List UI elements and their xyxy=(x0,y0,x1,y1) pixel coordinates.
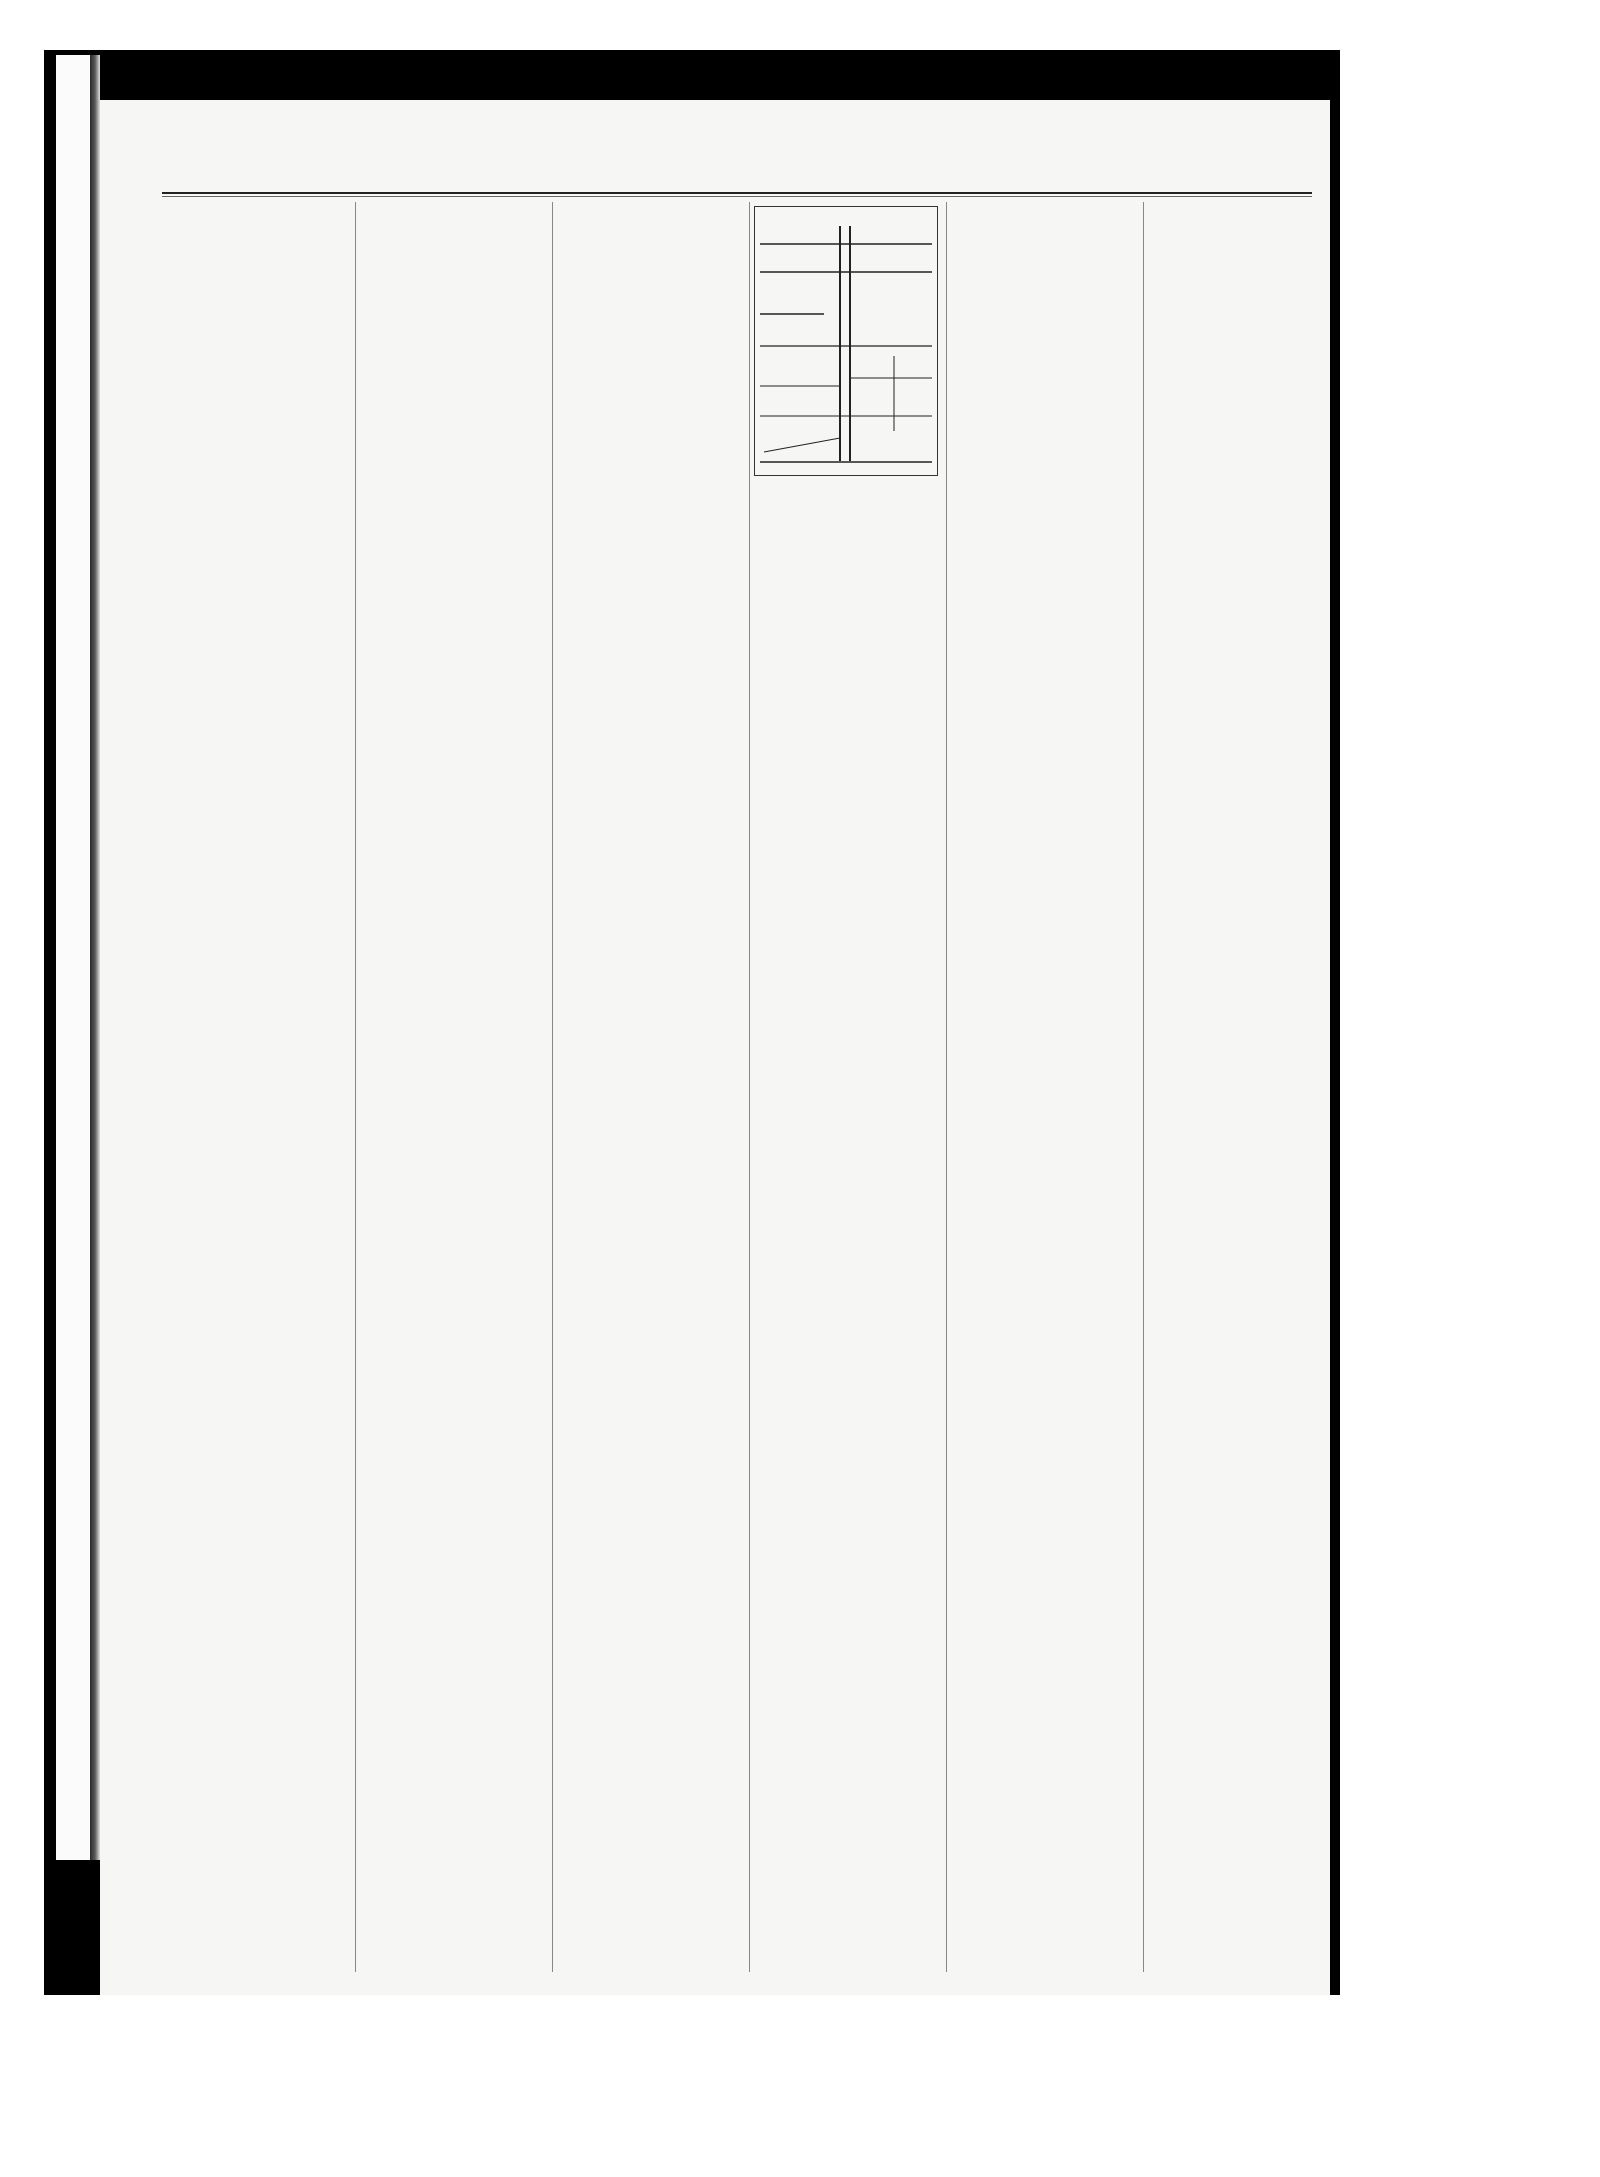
column-divider xyxy=(355,202,356,1972)
column-divider xyxy=(1143,202,1144,1972)
header-rule xyxy=(162,192,1312,194)
header-rule-thin xyxy=(162,196,1312,197)
header-street-title xyxy=(1298,154,1312,183)
column-4 xyxy=(754,202,940,480)
street-map xyxy=(754,206,938,476)
column-divider xyxy=(749,202,750,1972)
column-divider xyxy=(946,202,947,1972)
left-page-edge xyxy=(56,55,90,1860)
street-map-drawing xyxy=(754,206,938,476)
directory-page xyxy=(100,100,1330,1995)
book-spine xyxy=(90,55,100,1860)
page-header xyxy=(162,152,1312,186)
column-divider xyxy=(552,202,553,1972)
